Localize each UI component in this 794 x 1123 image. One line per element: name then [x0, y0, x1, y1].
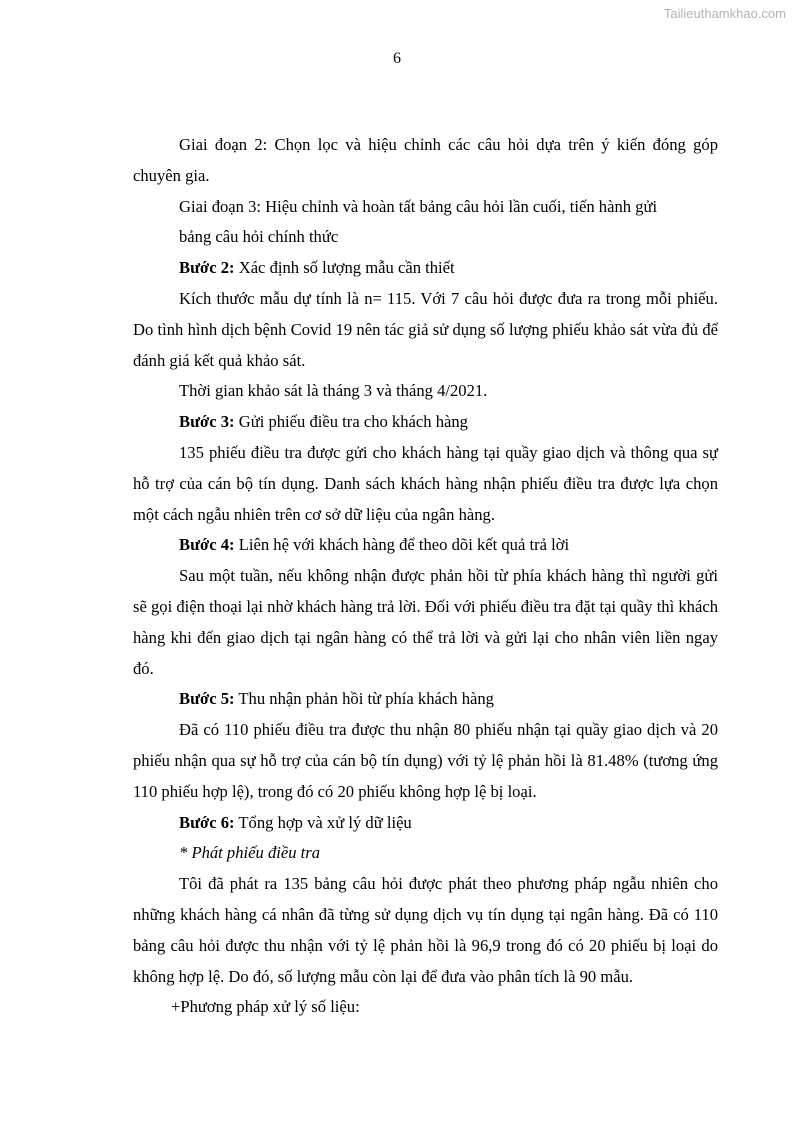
step-5-label: Bước 5: — [179, 689, 235, 709]
step-2-text: Xác định số lượng mẫu cần thiết — [234, 258, 455, 278]
paragraph-responses-received: Đã có 110 phiếu điều tra được thu nhận 80 phiếu nhận tại quầy giao dịch và 20 phiếu nhận qua sự hỗ trợ của cán bộ tín dụng) với tỷ lệ phản hồi là 81.48% (tương ứng 110 phiếu hợp lệ), trong đó có 20 phiếu không hợp lệ bị loại. — [133, 720, 718, 801]
step-3-heading — [133, 407, 718, 438]
paragraph-follow-up: Sau một tuần, nếu không nhận được phản hồi từ phía khách hàng thì người gửi sẽ gọi điện thoại lại nhờ khách hàng trả lời. Đối với phiếu điều tra đặt tại quầy thì khách hàng khi đến giao dịch tại ngân hàng có thể trả lời và gửi lại cho nhân viên liền ngay đó. — [133, 566, 718, 678]
paragraph-send-survey: 135 phiếu điều tra được gửi cho khách hàng tại quầy giao dịch và thông qua sự hỗ trợ của cán bộ tín dụng. Danh sách khách hàng nhận phiếu điều tra được lựa chọn một cách ngẫu nhiên trên cơ sở dữ liệu của ngân hàng. — [133, 442, 718, 524]
step-4-label: Bước 4: — [179, 535, 235, 555]
watermark-text: Tailieuthamkhao.com — [663, 6, 786, 21]
step-6-label: Bước 6: — [179, 812, 235, 832]
step-3-text: Gửi phiếu điều tra cho khách hàng — [234, 412, 468, 432]
paragraph-sample-size: Kích thước mẫu dự tính là n= 115. Với 7 câu hỏi được đưa ra trong mỗi phiếu. Do tình hình dịch bệnh Covid 19 nên tác giả sử dụng số lượng phiếu khảo sát vừa đủ để đánh giá kết quả khảo sát. — [133, 288, 718, 370]
step-4-heading — [133, 530, 718, 561]
step-5-text: Thu nhận phản hồi từ phía khách hàng — [234, 689, 494, 709]
step-2-label: Bước 2: — [179, 258, 235, 278]
step-6-text: Tổng hợp và xử lý dữ liệu — [234, 812, 412, 832]
paragraph-distribution-result: Tôi đã phát ra 135 bảng câu hỏi được phát theo phương pháp ngẫu nhiên cho những khách hàng cá nhân đã từng sử dụng dịch vụ tín dụng tại ngân hàng. Đã có 110 bảng câu hỏi được thu nhận với tỷ lệ phản hồi là 96,9 trong đó có 20 phiếu bị loại do không hợp lệ. Do đó, số lượng mẫu còn lại để đưa vào phân tích là 90 mẫu. — [133, 874, 718, 986]
step-3-label: Bước 3: — [179, 412, 235, 432]
step-6-heading — [133, 808, 718, 839]
step-4-text: Liên hệ với khách hàng để theo dõi kết quả trả lời — [234, 535, 570, 555]
paragraph-data-processing: +Phương pháp xử lý số liệu: — [171, 997, 360, 1017]
paragraph-survey-time: Thời gian khảo sát là tháng 3 và tháng 4/2021. — [179, 381, 488, 401]
step-2-heading — [133, 253, 718, 284]
page-number: 6 — [393, 50, 401, 67]
paragraph-official-questionnaire: bảng câu hỏi chính thức — [179, 227, 339, 247]
document-body — [133, 130, 718, 1023]
step-5-heading — [133, 684, 718, 715]
paragraph-distribute-heading — [133, 838, 718, 869]
paragraph-stage-3: Giai đoạn 3: Hiệu chỉnh và hoàn tất bảng câu hỏi lần cuối, tiến hành gửi — [179, 196, 658, 216]
paragraph-stage-2: Giai đoạn 2: Chọn lọc và hiệu chỉnh các câu hỏi dựa trên ý kiến đóng góp chuyên gia. — [133, 135, 718, 185]
distribute-heading-italic: * Phát phiếu điều tra — [179, 843, 321, 863]
